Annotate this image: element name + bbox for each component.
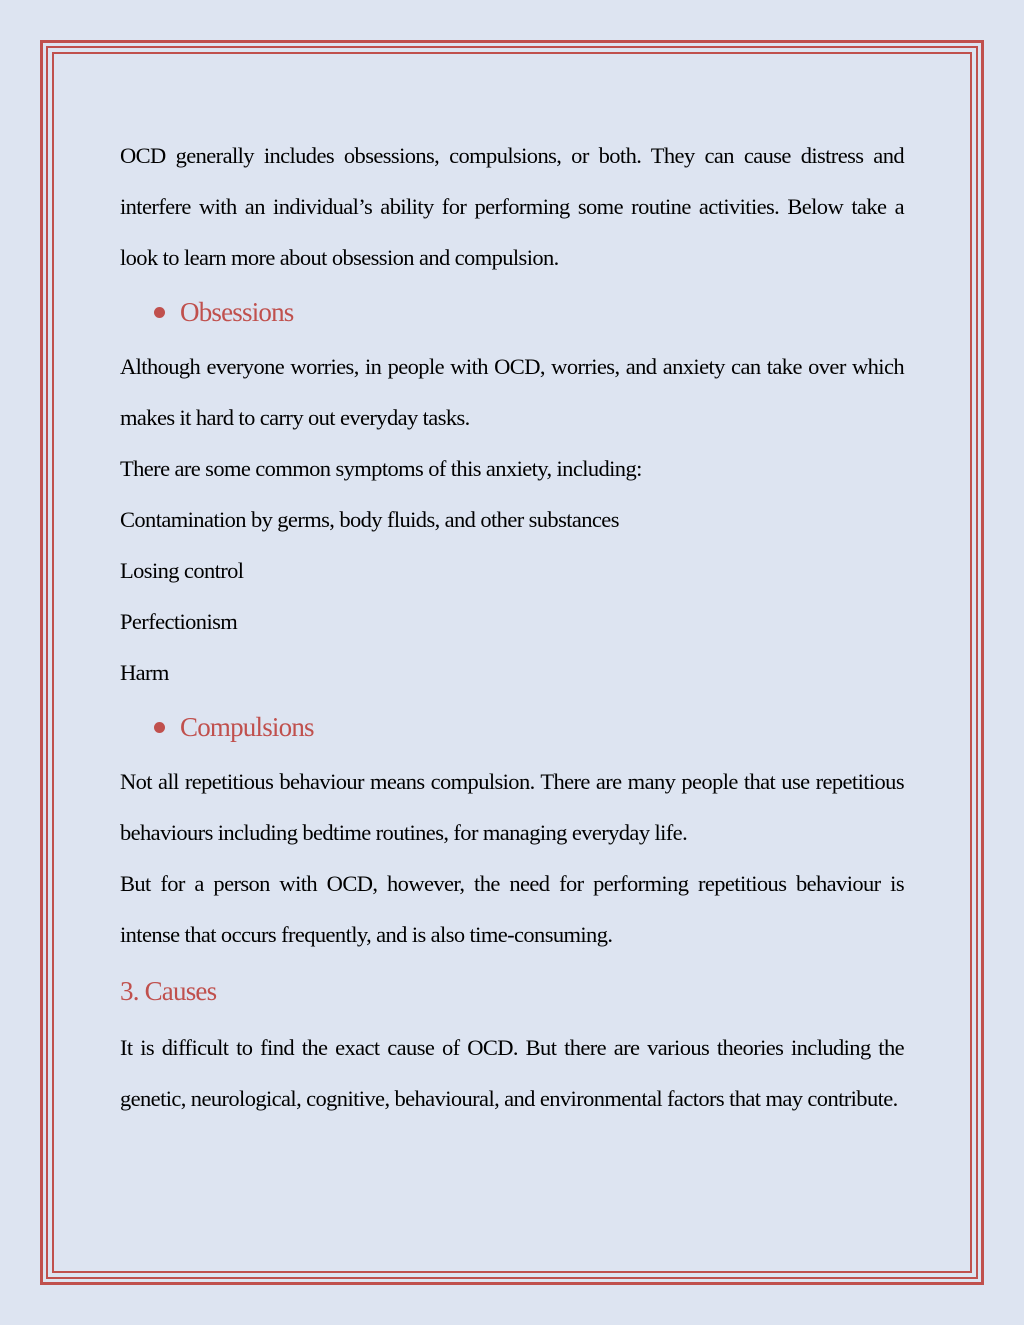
compulsions-heading-text: Compulsions	[180, 711, 314, 742]
obsessions-heading-text: Obsessions	[180, 296, 294, 327]
symptoms-lead: There are some common symptoms of this anxiety, including:	[120, 456, 642, 481]
intro-paragraph: OCD generally includes obsessions, compulsions, or both. They can cause distress and interfere with an individual’s ability for performing some routine activities. Below take a look to learn more about obsession and compulsion.	[120, 143, 904, 270]
symptom-item: Losing control	[120, 558, 244, 583]
obsessions-heading	[154, 283, 904, 341]
symptom-item: Contamination by germs, body fluids, and other substances	[120, 507, 619, 532]
symptom-item: Harm	[120, 660, 169, 685]
document-body	[120, 130, 904, 1124]
causes-heading: 3. Causes	[120, 976, 217, 1006]
obsessions-paragraph: Although everyone worries, in people with OCD, worries, and anxiety can take over which makes it hard to carry out everyday tasks.	[120, 354, 904, 430]
compulsions-paragraph-1: Not all repetitious behaviour means compulsion. There are many people that use repetitious behaviours including bedtime routines, for managing everyday life.	[120, 769, 904, 845]
compulsions-paragraph-2: But for a person with OCD, however, the need for performing repetitious behaviour is intense that occurs frequently, and is also time-consuming.	[120, 871, 904, 947]
bullet-dot-icon	[154, 722, 165, 733]
compulsions-heading	[154, 698, 904, 756]
causes-paragraph: It is difficult to find the exact cause of OCD. But there are various theories including the genetic, neurological, cognitive, behavioural, and environmental factors that may contribute.	[120, 1035, 904, 1111]
symptom-item: Perfectionism	[120, 609, 238, 634]
bullet-dot-icon	[154, 307, 165, 318]
